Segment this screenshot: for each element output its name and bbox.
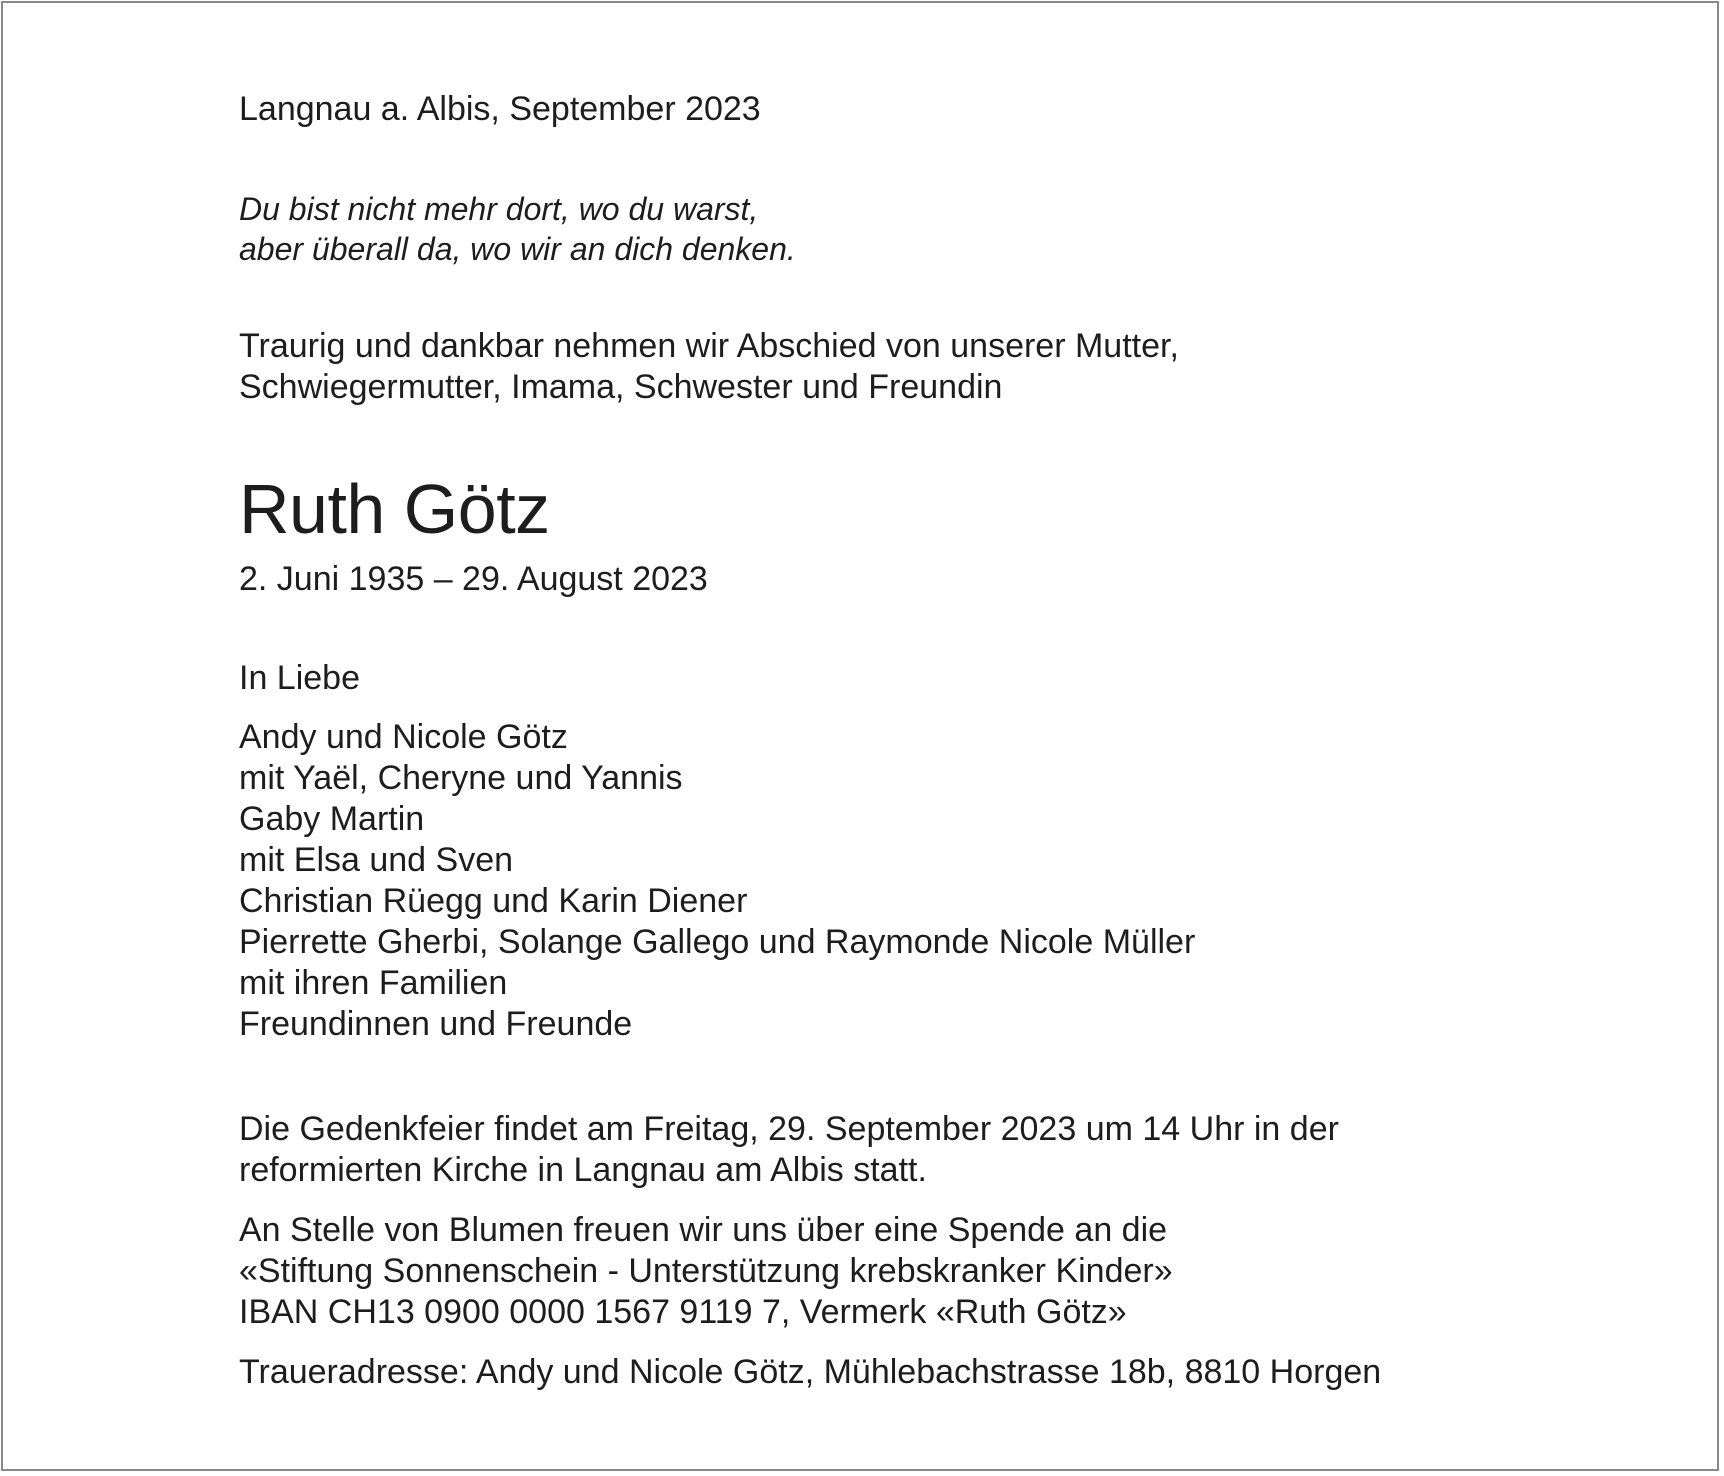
in-love-heading: In Liebe [239,659,360,697]
ceremony-line: reformierten Kirche in Langnau am Albis statt. [239,1151,927,1189]
intro-text [239,326,1179,408]
donation-line: An Stelle von Blumen freuen wir uns über eine Spende an die [239,1211,1168,1249]
ceremony-info [239,1109,1339,1191]
donation-line: IBAN CH13 0900 0000 1567 9119 7, Vermerk «Ruth Götz» [239,1293,1127,1331]
donation-info [239,1210,1173,1333]
mourner-line: Gaby Martin [239,800,425,838]
mourner-line: Andy und Nicole Götz [239,718,568,756]
mourner-line: mit ihren Familien [239,964,508,1002]
motto-line: aber überall da, wo wir an dich denken. [239,231,796,267]
mourner-line: Freundinnen und Freunde [239,1005,633,1043]
motto-line: Du bist nicht mehr dort, wo du warst, [239,191,759,227]
intro-line: Traurig und dankbar nehmen wir Abschied von unserer Mutter, [239,327,1179,365]
mourner-line: mit Yaël, Cheryne und Yannis [239,759,683,797]
mourner-line: Pierrette Gherbi, Solange Gallego und Raymonde Nicole Müller [239,923,1196,961]
donation-line: «Stiftung Sonnenschein - Unterstützung krebskranker Kinder» [239,1252,1173,1290]
mourners-list [239,717,1195,1045]
intro-line: Schwiegermutter, Imama, Schwester und Freundin [239,368,1003,406]
mourning-address: Traueradresse: Andy und Nicole Götz, Mühlebachstrasse 18b, 8810 Horgen [239,1353,1382,1391]
motto-quote [239,189,796,269]
mourner-line: mit Elsa und Sven [239,841,514,879]
obituary-notice [1,1,1719,1471]
life-dates: 2. Juni 1935 – 29. August 2023 [239,560,708,598]
ceremony-line: Die Gedenkfeier findet am Freitag, 29. September 2023 um 14 Uhr in der [239,1110,1339,1148]
place-date: Langnau a. Albis, September 2023 [239,90,761,128]
deceased-name: Ruth Götz [239,470,550,548]
mourner-line: Christian Rüegg und Karin Diener [239,882,748,920]
